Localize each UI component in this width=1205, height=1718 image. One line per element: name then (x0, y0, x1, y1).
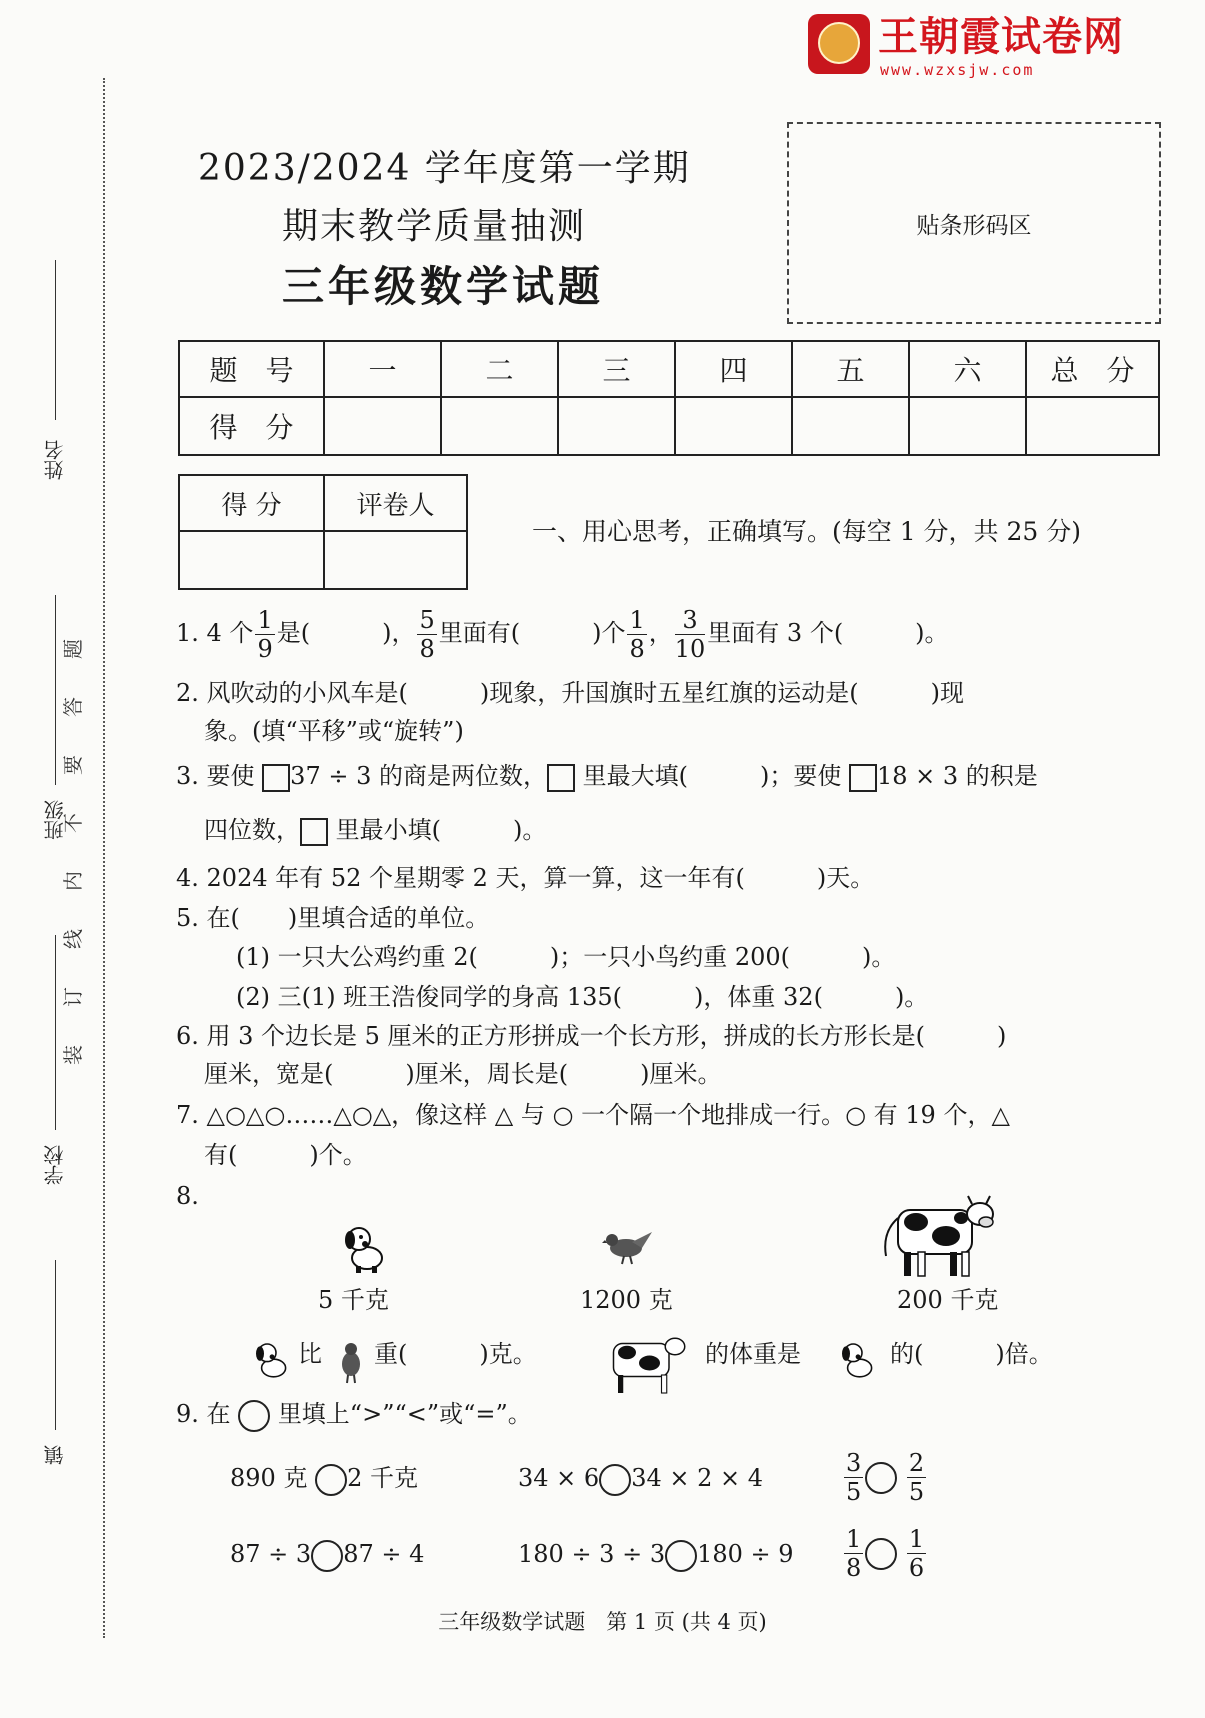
score-col-4: 四 (675, 341, 792, 397)
notice-char: 题 (61, 639, 85, 659)
score-table (178, 340, 1160, 456)
q8-text-than: 比 (298, 1340, 322, 1368)
name-label: 姓名 (43, 440, 67, 480)
q1-fraction-3: $\frac{1}{8}$ (629, 606, 645, 663)
notice-char: 线 (61, 929, 85, 949)
town-label: 镇 (43, 1445, 67, 1465)
q8-text-weight-is: 的体重是 (705, 1340, 801, 1368)
q1-text-b: 是( )， (276, 619, 416, 647)
cow-weight: 200 千克 (897, 1286, 999, 1314)
barcode-area (787, 122, 1161, 324)
q9-item-1 (230, 1462, 418, 1496)
dog-icon (340, 1222, 390, 1274)
score-cell[interactable] (792, 397, 909, 455)
compare-circle[interactable] (665, 1540, 697, 1572)
logo-brand: 王朝霞试卷网 (878, 14, 1124, 60)
site-logo (808, 14, 1138, 78)
question-2-line-2: 象。(填“平移”或“旋转”) (204, 717, 464, 745)
question-6-line-2: 厘米，宽是( )厘米，周长是( )厘米。 (204, 1060, 722, 1088)
q9-item-1-right: 2 千克 (347, 1464, 418, 1492)
question-4: 4. 2024 年有 52 个星期零 2 天，算一算，这一年有( )天。 (176, 864, 875, 892)
score-col-6: 六 (909, 341, 1026, 397)
title-subject: 三年级数学试题 (282, 262, 605, 311)
q3-text-b: 37 ÷ 3 的商是两位数， (290, 762, 547, 790)
score-cell[interactable] (558, 397, 675, 455)
name-underline (55, 260, 56, 420)
bird-icon (602, 1226, 654, 1266)
q9-item-3-right: $\frac{2}{5}$ (908, 1449, 925, 1506)
notice-char: 装 (61, 1045, 85, 1065)
score-cell[interactable] (675, 397, 792, 455)
school-label: 学校 (43, 1145, 67, 1185)
compare-circle-icon (238, 1400, 270, 1432)
question-5-part-2: (2) 三(1) 班王浩俊同学的身高 135( )，体重 32( )。 (236, 983, 929, 1011)
q1-text-d: ， (648, 619, 673, 647)
question-5-part-1: (1) 一只大公鸡约重 2( )；一只小鸟约重 200( )。 (236, 943, 896, 971)
town-underline (55, 1260, 56, 1430)
question-8-number: 8. (176, 1182, 199, 1210)
q3-box-4[interactable] (300, 818, 328, 846)
q9-item-2 (518, 1462, 763, 1496)
dog-weight: 5 千克 (318, 1286, 389, 1314)
q9-text-a: 9. 在 (176, 1400, 231, 1428)
question-3-line-1 (176, 760, 1038, 792)
q9-text-b: 里填上“>”“<”或“=”。 (277, 1400, 532, 1428)
question-2-line-1: 2. 风吹动的小风车是( )现象，升国旗时五星红旗的运动是( )现 (176, 679, 964, 707)
school-underline (55, 935, 56, 1130)
compare-circle[interactable] (865, 1538, 897, 1570)
score-col-3: 三 (558, 341, 675, 397)
score-col-1: 一 (324, 341, 441, 397)
q1-fraction-4: $\frac{3}{10}$ (674, 606, 706, 663)
q1-text-a: 1. 4 个 (176, 619, 254, 647)
notice-char: 要 (61, 755, 85, 775)
class-underline (55, 595, 56, 785)
q8-text-times: 的( )倍。 (890, 1340, 1053, 1368)
score-col-total: 总 分 (1026, 341, 1159, 397)
score-col-5: 五 (792, 341, 909, 397)
notice-char: 不 (61, 813, 85, 833)
score-cell[interactable] (324, 397, 441, 455)
cow-icon (876, 1192, 996, 1280)
bird-weight: 1200 克 (580, 1286, 673, 1314)
score-cell[interactable] (909, 397, 1026, 455)
q3-text-c: 里最大填( )；要使 (582, 762, 842, 790)
dog-icon (252, 1338, 292, 1382)
question-7-line-2: 有( )个。 (204, 1141, 367, 1169)
title-year: 2023/2024 学年度第一学期 (198, 148, 691, 189)
grader-name-label: 评卷人 (324, 475, 467, 531)
grader-name-cell[interactable] (324, 531, 467, 589)
cow-icon (594, 1330, 690, 1396)
score-table-score-label: 得 分 (179, 397, 324, 455)
q3-box-1[interactable] (262, 764, 290, 792)
q1-fraction-1: $\frac{1}{9}$ (257, 606, 273, 663)
question-5: 5. 在( )里填合适的单位。 (176, 904, 490, 932)
grader-box (178, 474, 468, 590)
dog-icon (838, 1338, 878, 1382)
notice-char: 内 (61, 871, 85, 891)
logo-url: www.wzxsjw.com (880, 61, 1035, 79)
q1-text-e: 里面有 3 个( )。 (707, 619, 949, 647)
q9-item-3 (842, 1446, 928, 1506)
question-6-line-1: 6. 用 3 个边长是 5 厘米的正方形拼成一个长方形，拼成的长方形长是( ) (176, 1022, 1007, 1050)
section-1-title: 一、用心思考，正确填写。(每空 1 分，共 25 分) (532, 517, 1082, 546)
q9-item-4-right: 87 ÷ 4 (343, 1540, 425, 1568)
compare-circle[interactable] (599, 1464, 631, 1496)
q9-item-6 (842, 1522, 928, 1582)
q9-item-3-left: $\frac{3}{5}$ (846, 1449, 862, 1506)
question-1 (176, 603, 949, 663)
score-table-header-row (179, 341, 1159, 397)
compare-circle[interactable] (311, 1540, 343, 1572)
score-cell[interactable] (1026, 397, 1159, 455)
q9-item-5-right: 180 ÷ 9 (697, 1540, 794, 1568)
q3-text-a: 3. 要使 (176, 762, 255, 790)
notice-char: 答 (61, 697, 85, 717)
q3-box-2[interactable] (547, 764, 575, 792)
logo-badge-icon (808, 14, 870, 74)
compare-circle[interactable] (865, 1462, 897, 1494)
compare-circle[interactable] (315, 1464, 347, 1496)
q9-item-6-right: $\frac{1}{6}$ (908, 1525, 925, 1582)
page-footer: 三年级数学试题 第 1 页 (共 4 页) (438, 1610, 767, 1634)
score-table-number-label: 题 号 (179, 341, 324, 397)
q9-item-6-left: $\frac{1}{8}$ (846, 1525, 862, 1582)
q1-text-c: 里面有( )个 (438, 619, 626, 647)
q9-item-1-left: 890 克 (230, 1464, 308, 1492)
score-cell[interactable] (441, 397, 558, 455)
barcode-label: 贴条形码区 (916, 212, 1032, 239)
notice-char: 订 (61, 987, 85, 1007)
score-table-score-row (179, 397, 1159, 455)
question-3-line-2 (204, 814, 546, 846)
class-label: 班级 (43, 800, 67, 840)
q9-item-5-left: 180 ÷ 3 ÷ 3 (518, 1540, 666, 1568)
q9-item-5 (518, 1538, 794, 1572)
q8-text-heavier: 重( )克。 (374, 1340, 537, 1368)
grader-score-cell[interactable] (179, 531, 324, 589)
question-9-title (176, 1398, 532, 1432)
q9-item-4-left: 87 ÷ 3 (230, 1540, 312, 1568)
q9-item-2-left: 34 × 6 (518, 1464, 600, 1492)
grader-score-label: 得 分 (179, 475, 324, 531)
score-col-2: 二 (441, 341, 558, 397)
q3-text-e: 四位数， (204, 816, 300, 844)
bird-icon (338, 1340, 364, 1384)
binding-notice (61, 618, 104, 1082)
q9-item-4 (230, 1538, 424, 1572)
q1-fraction-2: $\frac{5}{8}$ (419, 606, 435, 663)
q3-text-d: 18 × 3 的积是 (877, 762, 1038, 790)
q9-item-2-right: 34 × 2 × 4 (631, 1464, 763, 1492)
q3-box-3[interactable] (849, 764, 877, 792)
q3-text-f: 里最小填( )。 (335, 816, 547, 844)
title-exam: 期末教学质量抽测 (282, 206, 587, 247)
question-7-line-1: 7. △○△○……△○△，像这样 △ 与 ○ 一个隔一个地排成一行。○ 有 19 个，△ (176, 1101, 1010, 1129)
